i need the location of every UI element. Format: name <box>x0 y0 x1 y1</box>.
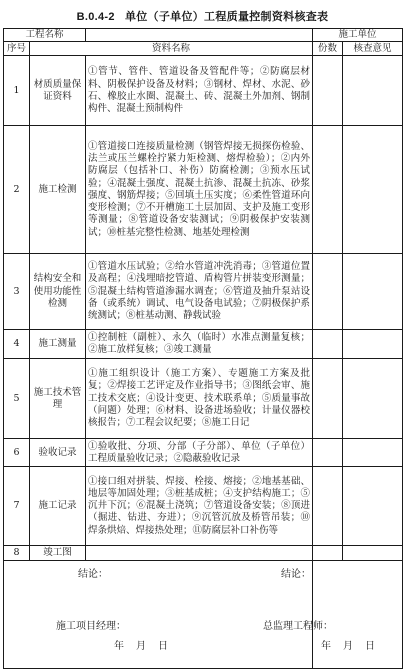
contractor-date-label: 年 月 日 <box>114 641 169 653</box>
row-opinion-cell[interactable] <box>343 254 403 330</box>
row-number: 7 <box>4 467 30 546</box>
row-opinion-cell[interactable] <box>343 546 403 561</box>
table-row <box>4 467 403 546</box>
project-manager-label: 施工项目经理： <box>56 621 126 633</box>
row-number: 8 <box>4 546 30 561</box>
row-items: ①管道水压试验；②给水管道冲洗消毒；③管道位置及高程；④浅埋暗挖管道、盾构管片拼装变形测量；⑤混凝土结构管道渗漏水调查；⑥管道及抽升泵站设备（或系统）调试、电气设备电试验；⑦阴极保护系统测试；⑧桩基动测、静载试验 <box>86 254 313 330</box>
col-name-header: 资料名称 <box>30 42 313 56</box>
row-opinion-cell[interactable] <box>343 330 403 359</box>
header-row <box>4 42 403 56</box>
contractor-conclusion-label: 结论： <box>78 569 108 581</box>
row-category: 竣工图 <box>30 546 86 561</box>
row-category: 验收记录 <box>30 439 86 467</box>
table-row <box>4 56 403 126</box>
row-items: ①控制桩（副桩）、永久（临时）水准点测量复核；②施工放样复核；③竣工测量 <box>86 330 313 359</box>
row-number: 4 <box>4 330 30 359</box>
row-items <box>86 546 313 561</box>
row-copies-cell[interactable] <box>313 126 343 254</box>
table-row <box>4 359 403 439</box>
project-info-row <box>4 29 403 42</box>
table-row <box>4 439 403 467</box>
row-opinion-cell[interactable] <box>343 359 403 439</box>
row-copies-cell[interactable] <box>313 546 343 561</box>
row-number: 3 <box>4 254 30 330</box>
row-opinion-cell[interactable] <box>343 126 403 254</box>
row-copies-cell[interactable] <box>313 254 343 330</box>
row-items: ①管节、管件、管道设备及管配件等；②防腐层材料、阴极保护设备及材料；③钢材、焊材、水泥、砂石、橡胶止水圈、混凝土、砖、混凝土外加剂、钢制构件、混凝土预制构件 <box>86 56 313 126</box>
supervisor-conclusion-label: 结论： <box>281 569 312 581</box>
row-opinion-cell[interactable] <box>343 467 403 546</box>
row-items: ①验收批、分项、分部（子分部）、单位（子单位）工程质量验收记录；②隐蔽验收记录 <box>86 439 313 467</box>
row-items: ①接口组对拼装、焊接、栓接、熔接；②地基基础、地层等加固处理；③桩基成桩；④支护结构施工；⑤沉井下沉；⑥混凝土浇筑；⑦管道设备安装；⑧顶进（掘进、钻进、夯进）；⑨沉管沉放及桥管吊装；⑩焊条烘焙、焊接热处理；⑪防腐层补口补伤等 <box>86 467 313 546</box>
table-row <box>4 546 403 561</box>
signature-row <box>4 561 403 669</box>
quality-control-table <box>3 28 403 669</box>
col-no-header: 序号 <box>4 42 30 56</box>
row-items: ①管道接口连接质量检测（钢管焊接无损探伤检验、法兰或压兰螺栓拧紧力矩检测、熔焊检验）；②内外防腐层（包括补口、补伤）防腐检测；③预水压试验；④混凝土强度、混凝土抗渗、混凝土抗冻、砂浆强度、钢筋焊接；⑤回填土压实度；⑥柔性管道环向变形检测；⑦不开槽施工土层加固、支护及施工变形等测量；⑧管道设备安装测试；⑨阴极保护安装测试；⑩桩基完整性检测、地基处理检测 <box>86 126 313 254</box>
row-number: 1 <box>4 56 30 126</box>
form-title-text: 单位（子单位）工程质量控制资料核查表 <box>124 10 329 23</box>
row-copies-cell[interactable] <box>313 330 343 359</box>
supervisor-signature-cell[interactable] <box>263 561 403 669</box>
row-number: 2 <box>4 126 30 254</box>
form-code: B.0.4-2 <box>76 11 115 23</box>
project-name-label: 工程名称 <box>4 29 86 42</box>
row-category: 结构安全和使用功能性检测 <box>30 254 86 330</box>
construction-unit-label: 施工单位 <box>313 29 403 42</box>
row-opinion-cell[interactable] <box>343 56 403 126</box>
contractor-signature-cell[interactable] <box>4 561 313 669</box>
row-items: ①施工组织设计（施工方案）、专题施工方案及批复；②焊接工艺评定及作业指导书；③图纸会审、施工技术交底；④设计变更、技术联系单；⑤质量事故（问题）处理；⑥材料、设备进场验收；计量仪器校核报告；⑦工程会议纪要；⑧施工日记 <box>86 359 313 439</box>
chief-supervisor-label: 总监理工程师： <box>263 621 334 633</box>
table-row <box>4 254 403 330</box>
project-name-value[interactable] <box>86 29 313 42</box>
table-row <box>4 126 403 254</box>
row-copies-cell[interactable] <box>313 467 343 546</box>
col-opinion-header: 核查意见 <box>343 42 403 56</box>
row-number: 6 <box>4 439 30 467</box>
row-copies-cell[interactable] <box>313 439 343 467</box>
row-category: 材质质量保证资料 <box>30 56 86 126</box>
row-copies-cell[interactable] <box>313 359 343 439</box>
table-row <box>4 330 403 359</box>
row-copies-cell[interactable] <box>313 56 343 126</box>
row-category: 施工技术管理 <box>30 359 86 439</box>
row-category: 施工记录 <box>30 467 86 546</box>
row-number: 5 <box>4 359 30 439</box>
row-category: 施工检测 <box>30 126 86 254</box>
form-title <box>0 8 405 24</box>
col-copies-header: 份数 <box>313 42 343 56</box>
row-category: 施工测量 <box>30 330 86 359</box>
row-opinion-cell[interactable] <box>343 439 403 467</box>
supervisor-date-label: 年 月 日 <box>321 641 377 653</box>
